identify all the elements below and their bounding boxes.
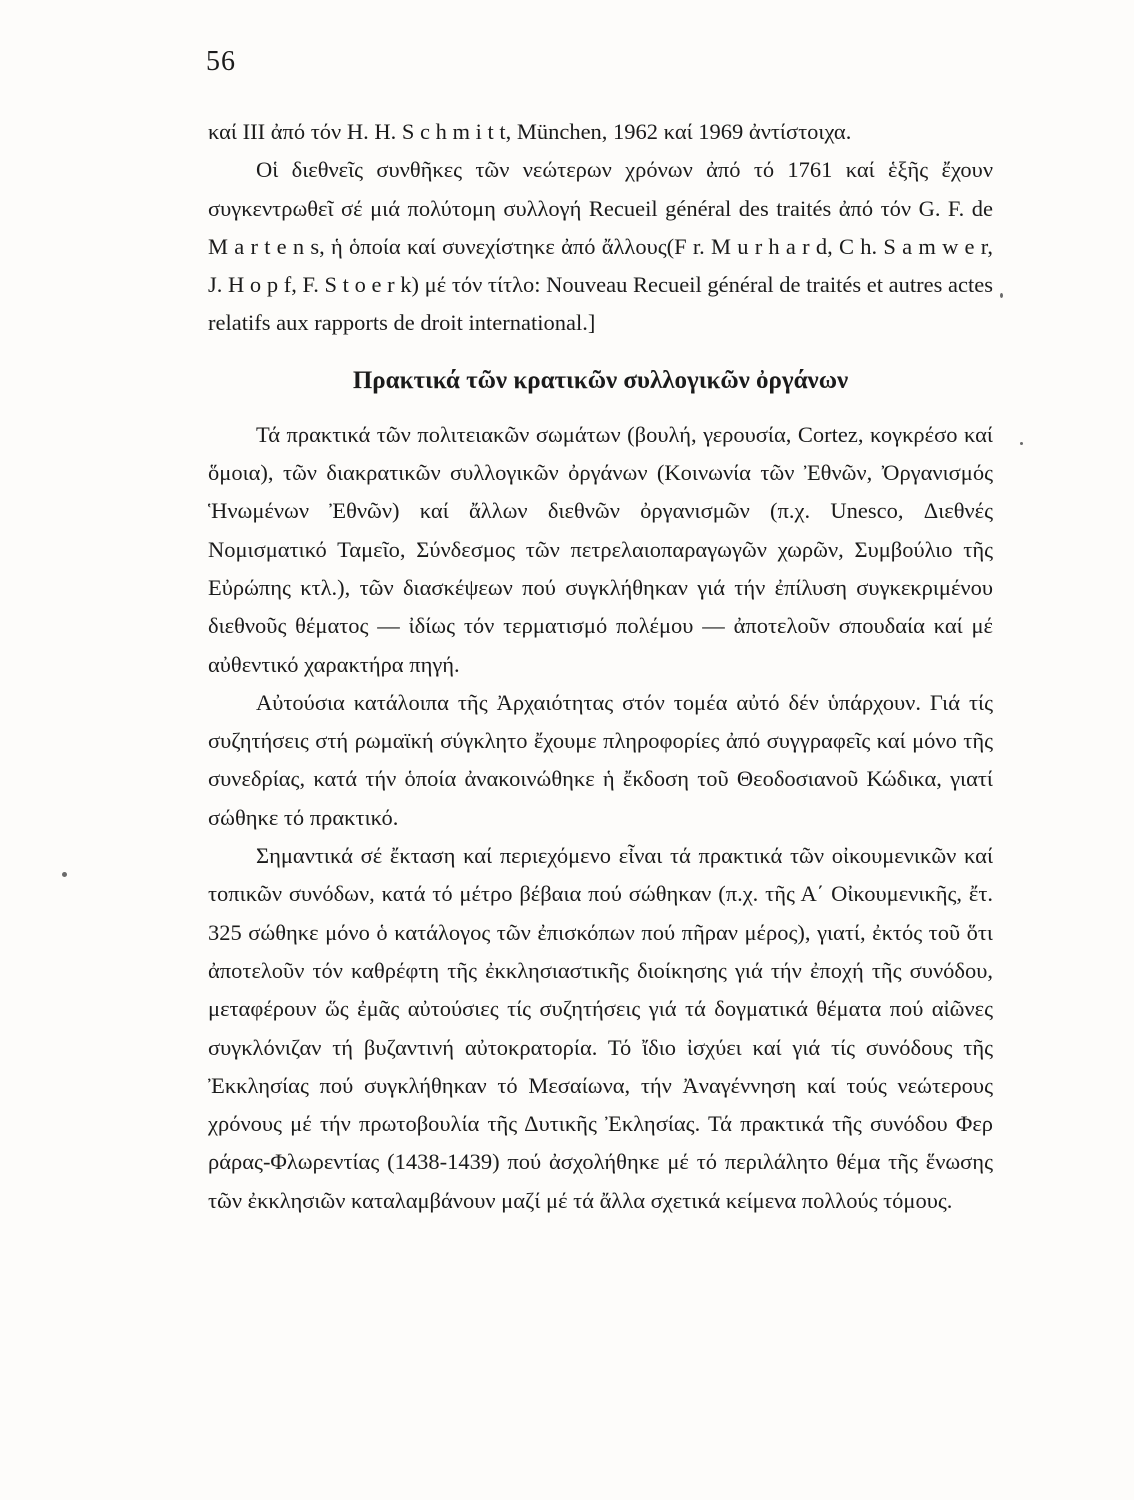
section-heading: Πρακτικά τῶν κρατικῶν συλλογικῶν ὀργάνων <box>352 366 849 394</box>
paper-speckle <box>62 872 67 877</box>
paragraph-state-bodies: Τά πρακτικά τῶν πολιτειακῶν σωμάτων (βουλή, γερουσία, Cortez, κογκρέσο καί ὅμοια), τῶν διακρατικῶν συλλογικῶν ὀργάνων (Κοινωνία τῶν Ἐθνῶν, Ὀργανισμός Ἡνωμένων Ἐθνῶν) καί ἄλλων διεθνῶν ὀργανισμῶν (π.χ. Unesco, Διεθνές Νομισματικό Ταμεῖο, Σύνδεσμος τῶν πετρελαιοπαραγωγῶν χωρῶν, Συμβούλιο τῆς Εὐρώπης κτλ.), τῶν διασκέψεων πού συγκλήθηκαν γιά τήν ἐπίλυση συγκεκριμένου διεθνοῦς θέματος — ἰδίως τόν τερματισμό πολέμου — ἀποτελοῦν σπουδαία καί μέ αὐθεντικό χαρακτήρα πηγή. <box>208 421 993 677</box>
paragraph-continuation: καί III ἀπό τόν H. H. S c h m i t t, München, 1962 καί 1969 ἀντίστοιχα. <box>208 119 852 144</box>
page-body <box>208 113 993 1220</box>
paragraph-councils: Σημαντικά σέ ἔκταση καί περιεχόμενο εἶναι τά πρακτικά τῶν οἰκουμενικῶν καί τοπικῶν συνόδων, κατά τό μέτρο βέβαια πού σώθηκαν (π.χ. τῆς Α΄ Οἰκουμενικῆς, ἔτ. 325 σώθηκε μόνο ὁ κατάλογος τῶν ἐπισκόπων πού πῆραν μέρος), γιατί, ἐκτός τοῦ ὅτι ἀποτελοῦν τόν καθρέφτη τῆς ἐκκλησιαστικῆς διοίκησης γιά τήν ἐποχή τῆς συνόδου, μεταφέρουν ὥς ἐμᾶς αὐτούσιες τίς συζητήσεις γιά τά δογματικά θέματα πού αἰῶνες συγκλόνιζαν τή βυζαντινή αὐτοκρατορία. Τό ἴδιο ἰσχύει καί γιά τίς συνόδους τῆς Ἐκκλησίας πού συγκλήθηκαν τό Μεσαίωνα, τήν Ἀναγέννηση καί τούς νεώτερους χρόνους μέ τήν πρωτοβουλία τῆς Δυτικῆς Ἐκλησίας. Τά πρακτικά τῆς συνόδου Φερ ράρας-Φλωρεντίας (1438-1439) πού ἀσχολήθηκε μέ τό περιλάλητο θέμα τῆς ἕνωσης τῶν ἐκκλησιῶν καταλαμβάνουν μαζί μέ τά ἄλλα σχετικά κείμενα πολλούς τόμους. <box>208 843 993 1213</box>
paragraph-antiquity: Αὐτούσια κατάλοιπα τῆς Ἀρχαιότητας στόν τομέα αὐτό δέν ὑπάρχουν. Γιά τίς συζητήσεις στή ρωμαϊκή σύγκλητο ἔχουμε πληροφορίες ἀπό συγγραφεῖς καί μόνο τῆς συνεδρίας, κατά τήν ὁποία ἀνακοινώθηκε ἡ ἔκδοση τοῦ Θεοδοσιανοῦ Κώδικα, γιατί σώθηκε τό πρακτικό. <box>208 689 993 830</box>
paper-speckle <box>1000 293 1003 298</box>
paper-speckle <box>1020 442 1023 445</box>
paragraph-martens-collection: Οἱ διεθνεῖς συνθῆκες τῶν νεώτερων χρόνων ἀπό τό 1761 καί ἑξῆς ἔχουν συγκεντρωθεῖ σέ μιά πολύτομη συλλογή Recueil général des traités ἀπό τόν G. F. de M a r t e n s, ἡ ὁποία καί συνεχίστηκε ἀπό ἄλλους(F r. M u r h a r d, C h. S a m w e r, J. H o p f, F. S t o e r k) μέ τόν τίτλο: Nouveau Recueil général de traités et autres actes relatifs aux rapports de droit international.] <box>208 157 993 336</box>
page-number: 56 <box>206 46 236 77</box>
